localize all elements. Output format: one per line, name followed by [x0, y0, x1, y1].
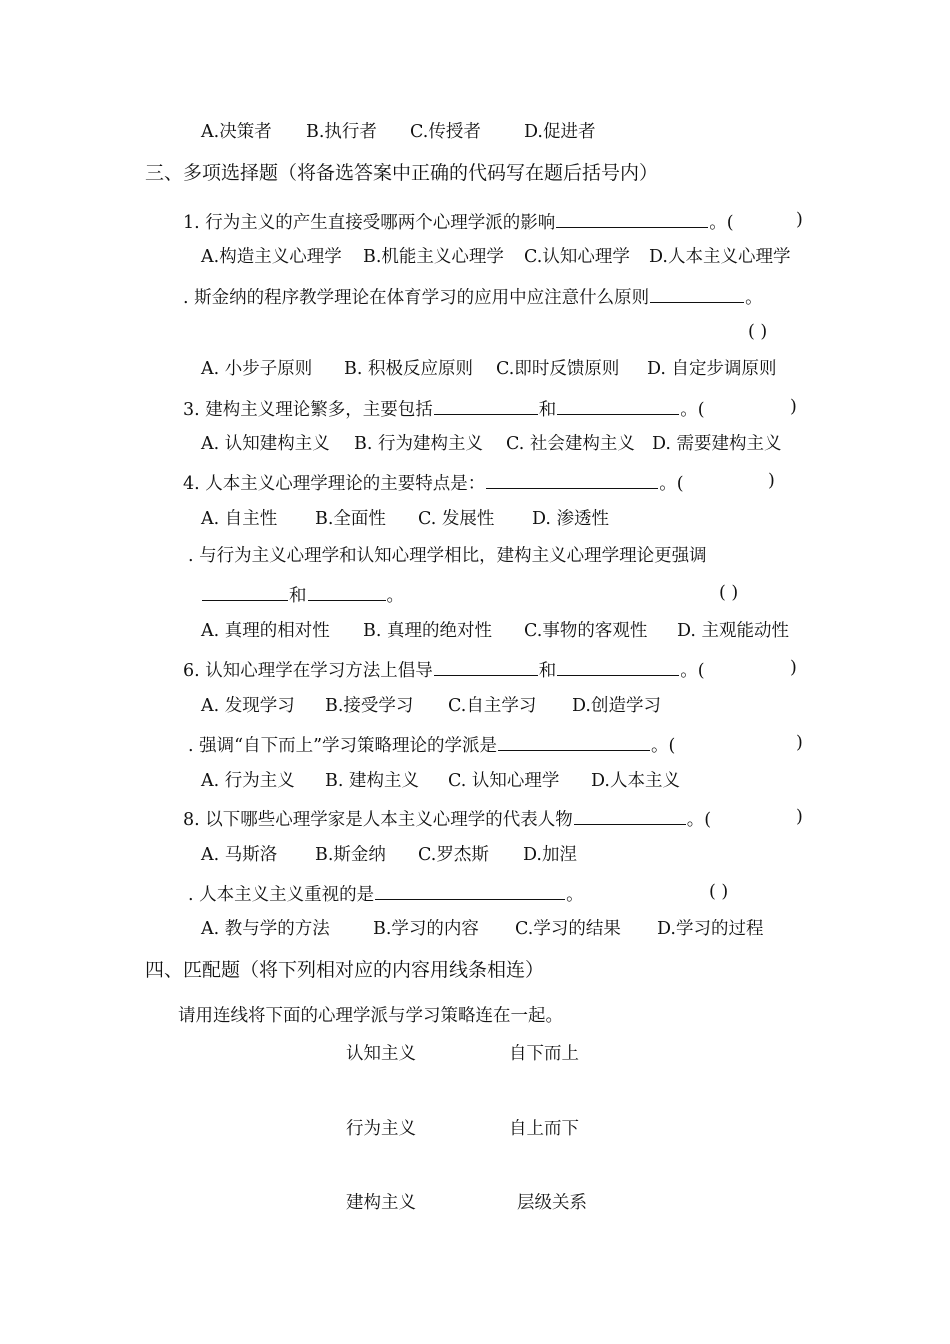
- match-left-1[interactable]: 认知主义: [346, 1044, 416, 1064]
- q5-stem: . 与行为主义心理学和认知心理学相比，建构主义心理学理论更强调: [188, 546, 707, 566]
- q8-stem: 8. 以下哪些心理学家是人本主义心理学的代表人物 。(: [183, 806, 711, 831]
- q4-stem: 4. 人本主义心理学理论的主要特点是： 。(: [183, 470, 684, 495]
- q1-blank[interactable]: [556, 209, 708, 228]
- q9-paren: ( ): [709, 882, 729, 902]
- q5-blank-1[interactable]: [202, 582, 288, 601]
- match-left-2[interactable]: 行为主义: [346, 1119, 416, 1139]
- q3-blank-2[interactable]: [557, 396, 679, 415]
- q3-blank-1[interactable]: [434, 396, 538, 415]
- match-right-2[interactable]: 自上而下: [509, 1119, 579, 1139]
- match-right-3[interactable]: 层级关系: [517, 1193, 587, 1213]
- q2-stem: . 斯金纳的程序教学理论在体育学习的应用中应注意什么原则 。: [183, 284, 763, 309]
- section4-instruction: 请用连线将下面的心理学派与学习策略连在一起。: [178, 1006, 563, 1026]
- q1-paren-close: ): [796, 210, 803, 230]
- q7-paren-close: ): [796, 733, 803, 753]
- q2-blank[interactable]: [650, 284, 744, 303]
- q7-stem: . 强调“自下而上”学习策略理论的学派是 。(: [188, 732, 675, 757]
- q6-stem: 6. 认知心理学在学习方法上倡导 和 。(: [183, 657, 705, 682]
- q7-blank[interactable]: [498, 732, 650, 751]
- q6-blank-2[interactable]: [557, 657, 679, 676]
- match-right-1[interactable]: 自下而上: [509, 1044, 579, 1064]
- q6-blank-1[interactable]: [434, 657, 538, 676]
- prev-option-c: C.传授者: [410, 122, 481, 142]
- prev-option-d: D.促进者: [524, 122, 596, 142]
- section4-title: 四、匹配题（将下列相对应的内容用线条相连）: [145, 959, 545, 981]
- q3-paren-close: ): [790, 397, 797, 417]
- q4-blank[interactable]: [486, 470, 658, 489]
- q3-stem: 3. 建构主义理论繁多，主要包括 和 。(: [183, 396, 705, 421]
- q5-blanks: 和 。: [201, 582, 404, 607]
- q8-paren-close: ): [796, 807, 803, 827]
- q9-stem: . 人本主义主义重视的是 。: [188, 881, 584, 906]
- q5-blank-2[interactable]: [308, 582, 386, 601]
- q4-paren-close: ): [768, 471, 775, 491]
- match-left-3[interactable]: 建构主义: [346, 1193, 416, 1213]
- q9-blank[interactable]: [375, 881, 565, 900]
- q1-stem: 1. 行为主义的产生直接受哪两个心理学派的影响 。(: [183, 209, 734, 234]
- q8-blank[interactable]: [574, 806, 686, 825]
- q2-paren: ( ): [748, 322, 768, 342]
- prev-option-b: B.执行者: [306, 122, 377, 142]
- section3-title: 三、多项选择题（将备选答案中正确的代码写在题后括号内）: [145, 162, 659, 184]
- q5-paren: ( ): [719, 583, 739, 603]
- q6-paren-close: ): [790, 658, 797, 678]
- prev-option-a: A.决策者: [201, 122, 272, 142]
